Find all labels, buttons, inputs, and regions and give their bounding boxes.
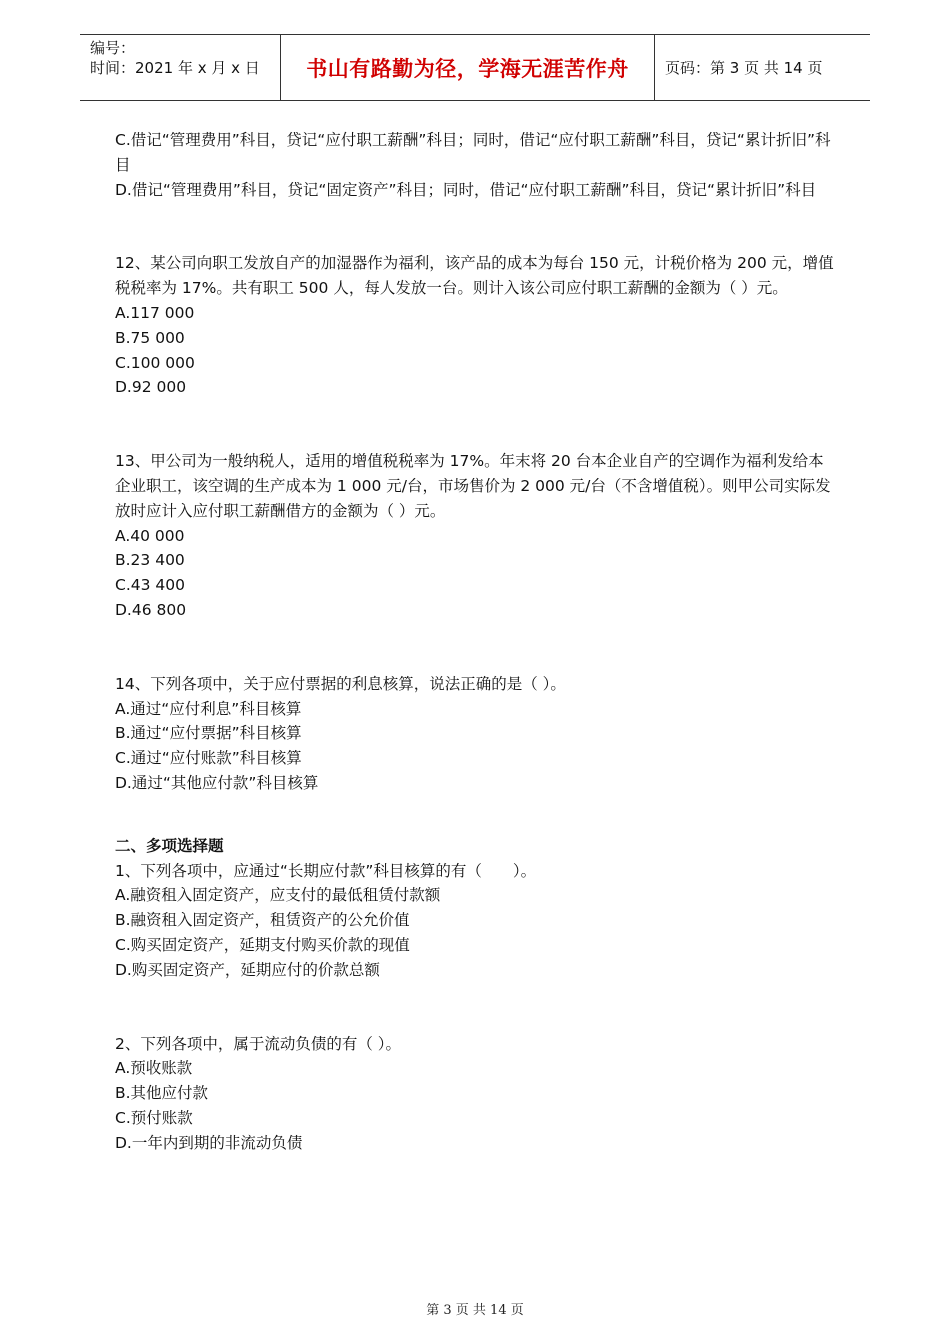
header-meta [80, 35, 281, 100]
question-stem: 1、下列各项中，应通过“长期应付款”科目核算的有（ ）。 [115, 861, 537, 880]
question-option: D.一年内到期的非流动负债 [115, 1133, 303, 1152]
question-stem: 2、下列各项中，属于流动负债的有（ ）。 [115, 1034, 402, 1053]
header-motto-cell [281, 35, 655, 100]
question-option: C.购买固定资产，延期支付购买价款的现值 [115, 935, 410, 954]
question-stem: 14、下列各项中，关于应付票据的利息核算，说法正确的是（ ）。 [115, 674, 566, 693]
question-option: B.通过“应付票据”科目核算 [115, 724, 302, 743]
question-12 [115, 251, 835, 400]
header-page-label: 页码：第 3 页 共 14 页 [665, 59, 823, 77]
question-option: A.117 000 [115, 303, 195, 322]
question-option: A.通过“应付利息”科目核算 [115, 699, 302, 718]
page-header [80, 34, 870, 101]
continuation-option-c: C.借记“管理费用”科目，贷记“应付职工薪酬”科目；同时，借记“应付职工薪酬”科目，贷记“累计折旧”科目 [115, 131, 831, 174]
question-stem: 13、甲公司为一般纳税人，适用的增值税税率为 17%。年末将 20 台本企业自产的空调作为福利发给本企业职工，该空调的生产成本为 1 000 元/台，市场售价为 2 000 元/台（不含增值税）。则甲公司实际发放时应计入应付职工薪酬借方的金额为（ ）元。 [115, 452, 831, 520]
question-option: D.通过“其他应付款”科目核算 [115, 773, 319, 792]
header-number-label: 编号： [90, 39, 136, 57]
question-option: D.购买固定资产，延期应付的价款总额 [115, 960, 380, 979]
page-footer: 第 3 页 共 14 页 [426, 1303, 524, 1318]
question-option: B.其他应付款 [115, 1084, 209, 1103]
question-option: D.46 800 [115, 600, 187, 619]
header-page-cell [655, 35, 870, 100]
question-stem: 12、某公司向职工发放自产的加湿器作为福利，该产品的成本为每台 150 元，计税价格为 200 元，增值税税率为 17%。共有职工 500 人，每人发放一台。则计入该公司应付职工薪酬的金额为（ ）元。 [115, 254, 834, 298]
question-option: B.23 400 [115, 551, 185, 570]
continuation-option-d: D.借记“管理费用”科目，贷记“固定资产”科目；同时，借记“应付职工薪酬”科目，贷记“累计折旧”科目 [115, 180, 817, 199]
question-option: C.43 400 [115, 576, 185, 595]
document-body [115, 128, 835, 1156]
question-14 [115, 672, 835, 796]
question-option: A.40 000 [115, 526, 185, 545]
question-13 [115, 449, 835, 623]
question-option: A.预收账款 [115, 1059, 193, 1078]
question-option: B.融资租入固定资产，租赁资产的公允价值 [115, 911, 410, 930]
question-option: C.预付账款 [115, 1108, 193, 1127]
header-time-label: 时间：2021 年 x 月 x 日 [90, 59, 260, 77]
question-option: D.92 000 [115, 378, 187, 397]
header-motto: 书山有路勤为径，学海无涯苦作舟 [306, 55, 629, 81]
question-option: A.融资租入固定资产，应支付的最低租赁付款额 [115, 886, 441, 905]
question-option: C.100 000 [115, 353, 195, 372]
mc-question-1 [115, 859, 835, 983]
mc-question-2 [115, 1032, 835, 1156]
question-option: B.75 000 [115, 328, 185, 347]
question-option: C.通过“应付账款”科目核算 [115, 749, 302, 768]
section-multiple-choice [115, 834, 835, 1156]
section-title: 二、多项选择题 [115, 836, 224, 855]
